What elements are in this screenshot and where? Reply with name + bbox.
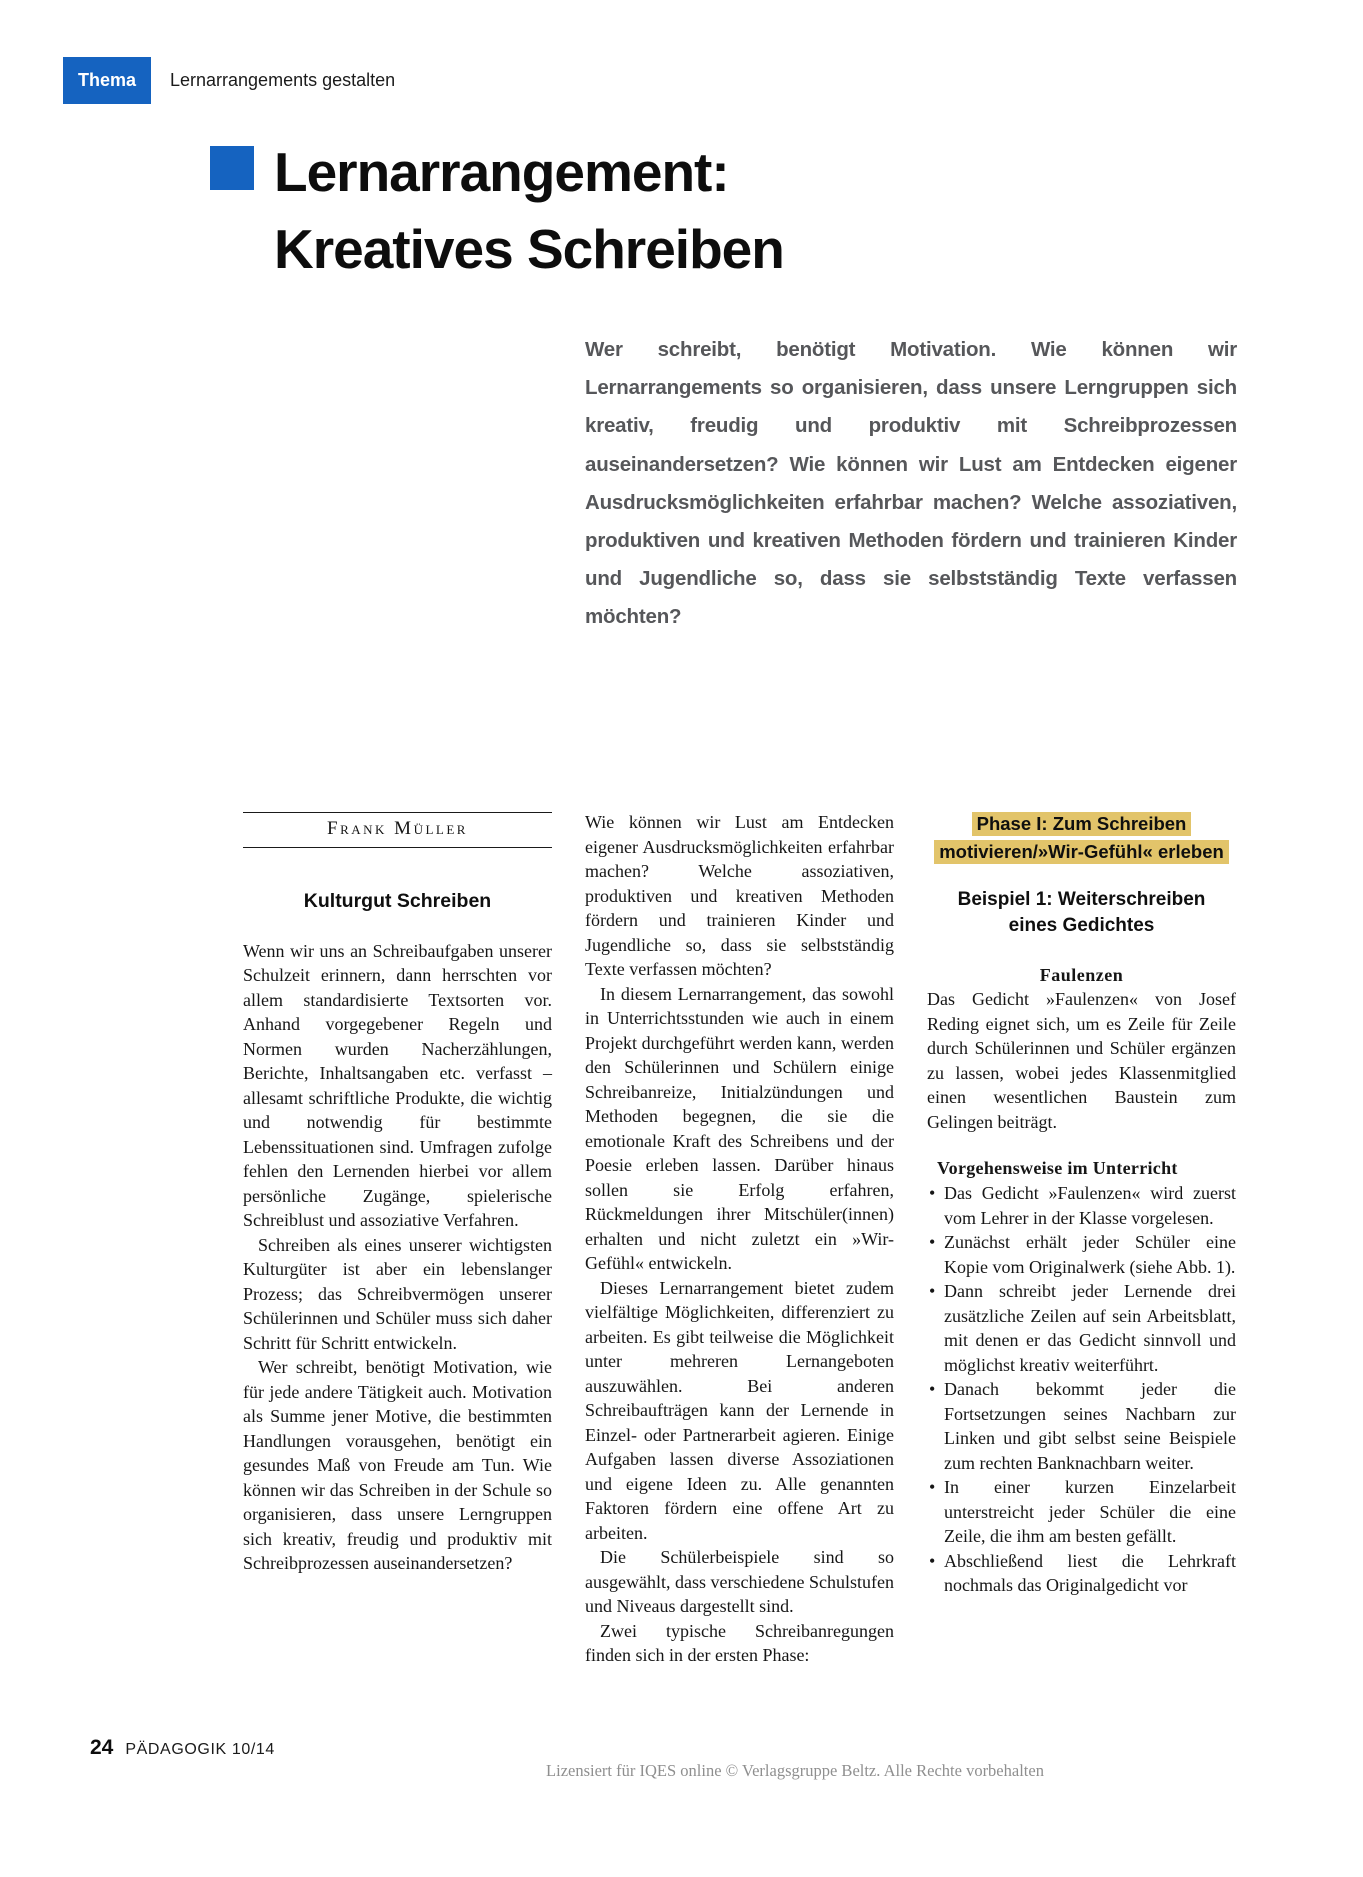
standfirst: Wer schreibt, benötigt Motivation. Wie können wir Lernarrangements so organisieren, dass unsere Lerngruppen sich kreativ, freudig und produktiv mit Schreibprozessen auseinandersetzen? Wie können wir Lust am Entdecken eigener Ausdrucksmöglichkeiten erfahrbar machen? Welche assoziativen, produktiven und kreativen Methoden fördern und trainieren Kinder und Jugendliche so, dass sie selbstständig Texte verfassen möchten? — [585, 338, 1237, 629]
paragraph: Wie können wir Lust am Entdecken eigener Ausdrucksmöglichkeiten erfahrbar machen? Welche assoziativen, produktiven und kreativen Methoden fördern und trainieren Kinder und Jugendliche so, dass sie selbstständig Texte verfassen möchten? — [585, 812, 894, 979]
procedure-heading: Vorgehensweise im Unterricht — [937, 1158, 1178, 1178]
column-1 — [243, 812, 552, 1576]
paragraph: In diesem Lernarrangement, das sowohl in Unterrichtsstunden wie auch in einem Projekt durchgeführt werden kann, werden den Schülerinnen und Schülern einige Schreibanreize, Initialzündungen und Methoden begegnen, die sie die emotionale Kraft des Schreibens und der Poesie erleben lassen. Darüber hinaus sollen sie Erfolg erfahren, Rückmeldungen ihrer Mitschüler(innen) erhalten und nicht zuletzt ein »Wir-Gefühl« entwickeln. — [585, 983, 894, 1273]
bullet-item: • Das Gedicht »Faulenzen« wird zuerst vom Lehrer in der Klasse vorgelesen. — [927, 1181, 1236, 1230]
kicker-section-title: Lernarrangements gestalten — [170, 70, 396, 90]
author-box — [243, 812, 552, 848]
license-line: Lizensiert für IQES online © Verlagsgruppe Beltz. Alle Rechte vorbehalten — [546, 1761, 1044, 1780]
paragraph: Das Gedicht »Faulenzen« von Josef Reding eignet sich, um es Zeile für Zeile durch Schülerinnen und Schüler ergänzen zu lassen, wobei jedes Klassenmitglied einen wesentlichen Baustein zum Gelingen beiträgt. — [927, 989, 1236, 1132]
paragraph: Wer schreibt, benötigt Motivation, wie für jede andere Tätigkeit auch. Motivation als Summe jener Motive, die bestimmten Handlungen vorausgehen, benötigt ein gesundes Maß von Freude am Tun. Wie können wir das Schreiben in der Schule so organisieren, dass unsere Lerngruppen sich kreativ, freudig und produktiv mit Schreibprozessen auseinandersetzen? — [243, 1357, 552, 1573]
magazine-name: PÄDAGOGIK 10/14 — [125, 1741, 275, 1758]
paragraph: Die Schülerbeispiele sind so ausgewählt, dass verschiedene Schulstufen und Niveaus dargestellt sind. — [585, 1547, 894, 1616]
article-title — [274, 134, 784, 288]
paragraph: Schreiben als eines unserer wichtigsten Kulturgüter ist aber ein lebenslanger Prozess; das Schreibvermögen unserer Schülerinnen und Schüler muss sich daher Schritt für Schritt entwickeln. — [243, 1234, 552, 1353]
paragraph: Dieses Lernarrangement bietet zudem vielfältige Möglichkeiten, differenziert zu arbeiten. Es gibt teilweise die Möglichkeit unter mehreren Lernangeboten auszuwählen. Bei anderen Schreibaufträgen kann der Lernende in Einzel- oder Partnerarbeit agieren. Einige Aufgaben lassen diverse Assoziationen und eigene Ideen zu. Alle genannten Faktoren fördern eine offene Art zu arbeiten. — [585, 1277, 894, 1543]
footer-left — [90, 1736, 275, 1760]
page-number: 24 — [90, 1736, 114, 1759]
column-3 — [927, 810, 1236, 1598]
phase-heading-line1: Phase I: Zum Schreiben — [972, 812, 1192, 836]
example-heading: Beispiel 1: Weiterschreiben eines Gedichtes — [957, 889, 1206, 936]
article-title-line1: Lernarrangement: — [274, 141, 729, 203]
column-2 — [585, 810, 894, 1668]
paragraph: Wenn wir uns an Schreibaufgaben unserer Schulzeit erinnern, dann herrschten vor allem standardisierte Textsorten vor. Anhand vorgegebener Regeln und Normen wurden Nacherzählungen, Berichte, Inhaltsangaben etc. verfasst – allesamt schriftliche Produkte, die wichtig und notwendig für bestimmte Lebenssituationen sind. Umfragen zufolge fehlen den Lernenden hierbei vor allem persönliche Zugänge, spielerische Schreiblust und assoziative Verfahren. — [243, 940, 552, 1230]
bullet-item: • Danach bekommt jeder die Fortsetzungen seines Nachbarn zur Linken und gibt selbst seine Beispiele zum rechten Banknachbarn weiter. — [927, 1377, 1236, 1475]
paragraph: Zwei typische Schreibanregungen finden sich in der ersten Phase: — [585, 1620, 894, 1665]
title-block — [210, 134, 784, 288]
phase-heading — [927, 810, 1236, 865]
kicker-tab: Thema — [63, 57, 151, 104]
bullet-item: • Abschließend liest die Lehrkraft nochmals das Originalgedicht vor — [927, 1549, 1236, 1598]
poem-title: Faulenzen — [1039, 965, 1124, 985]
article-title-line2: Kreatives Schreiben — [274, 218, 784, 280]
kicker — [63, 57, 395, 104]
phase-heading-line2: motivieren/»Wir-Gefühl« erleben — [934, 840, 1229, 864]
bullet-item: • Dann schreibt jeder Lernende drei zusätzliche Zeilen auf sein Arbeitsblatt, mit denen er das Gedicht sinnvoll und möglichst kreativ weiterführt. — [927, 1279, 1236, 1377]
bullet-item: • Zunächst erhält jeder Schüler eine Kopie vom Originalwerk (siehe Abb. 1). — [927, 1230, 1236, 1279]
author-name: Frank Müller — [327, 818, 468, 839]
procedure-bullet-list — [927, 1181, 1236, 1598]
section-heading-kulturgut: Kulturgut Schreiben — [303, 889, 492, 912]
title-bullet-square-icon — [210, 146, 254, 190]
bullet-item: • In einer kurzen Einzelarbeit unterstreicht jeder Schüler die eine Zeile, die ihm am besten gefällt. — [927, 1475, 1236, 1549]
